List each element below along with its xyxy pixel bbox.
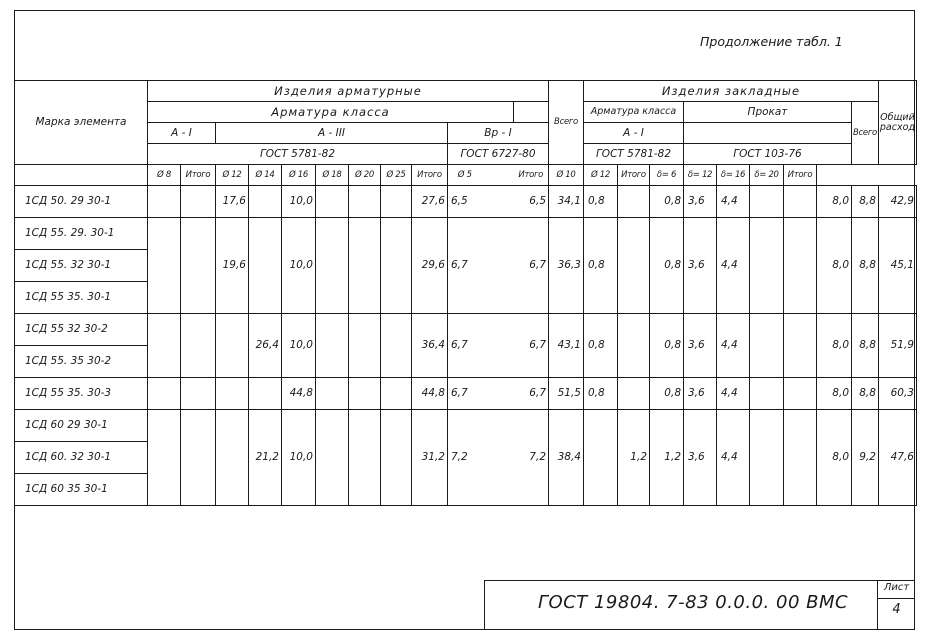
value-cell [784, 186, 817, 218]
value-cell [618, 378, 650, 410]
element-mark: 1СД 50. 29 30-1 [15, 186, 148, 218]
value-cell: 8,8 [852, 218, 879, 314]
value-cell [784, 410, 817, 506]
sheet-number: 4 [892, 602, 901, 617]
value-cell: 44,8 [282, 378, 316, 410]
blank-cell [514, 102, 549, 123]
value-cell [784, 218, 817, 314]
value-cell: 3,6 [684, 314, 717, 378]
gost5781-header: ГОСТ 5781-82 [148, 144, 448, 165]
value-cell: 8,8 [852, 314, 879, 378]
value-cell: 8,0 [817, 218, 852, 314]
value-cell [249, 378, 282, 410]
emb-gost5781-header: ГОСТ 5781-82 [584, 144, 684, 165]
element-mark: 1СД 55 32 30-2 [15, 314, 148, 346]
blank-cell [684, 123, 852, 144]
value-cell: 6,7 [514, 218, 549, 314]
value-cell [482, 410, 514, 506]
value-cell: 8,8 [852, 186, 879, 218]
value-cell: 36,4 [412, 314, 448, 378]
value-cell: 3,6 [684, 218, 717, 314]
value-cell: 0,8 [650, 314, 684, 378]
element-mark: 1СД 55. 29. 30-1 [15, 218, 148, 250]
value-cell: 6,7 [514, 378, 549, 410]
embedded-header: Изделия закладные [584, 81, 879, 102]
value-cell: 6,7 [448, 218, 482, 314]
a1-header: А - I [148, 123, 216, 144]
value-cell: 8,0 [817, 410, 852, 506]
value-cell: 4,4 [717, 314, 750, 378]
value-cell: 10,0 [282, 410, 316, 506]
sub-header-cell: Ø 16 [282, 165, 316, 186]
value-cell [750, 218, 784, 314]
value-cell: 51,5 [549, 378, 584, 410]
value-cell: 6,5 [448, 186, 482, 218]
value-cell [181, 314, 216, 378]
value-cell [618, 186, 650, 218]
value-cell [181, 410, 216, 506]
value-cell [750, 314, 784, 378]
value-cell: 21,2 [249, 410, 282, 506]
value-cell: 36,3 [549, 218, 584, 314]
value-cell [349, 186, 381, 218]
value-cell: 27,6 [412, 186, 448, 218]
value-cell: 0,8 [650, 218, 684, 314]
value-cell: 8,8 [852, 378, 879, 410]
value-cell: 4,4 [717, 186, 750, 218]
value-cell [181, 186, 216, 218]
element-mark: 1СД 60 29 30-1 [15, 410, 148, 442]
value-cell: 3,6 [684, 378, 717, 410]
value-cell [316, 314, 349, 378]
value-cell: 43,1 [549, 314, 584, 378]
element-mark: 1СД 55. 35 30-2 [15, 346, 148, 378]
sub-header-cell: Ø 18 [316, 165, 349, 186]
value-cell [618, 314, 650, 378]
value-cell [750, 186, 784, 218]
value-cell: 6,7 [448, 314, 482, 378]
value-cell: 51,9 [878, 314, 916, 378]
value-cell [750, 378, 784, 410]
total-header: Всего [549, 81, 584, 165]
gost103-header: ГОСТ 103-76 [684, 144, 852, 165]
value-cell [381, 218, 412, 314]
value-cell [618, 218, 650, 314]
sub-header-cell: Ø 10 [549, 165, 584, 186]
value-cell [750, 410, 784, 506]
value-cell: 8,0 [817, 314, 852, 378]
value-cell [148, 378, 181, 410]
value-cell: 4,4 [717, 378, 750, 410]
value-cell: 42,9 [878, 186, 916, 218]
value-cell [148, 186, 181, 218]
table-row [15, 314, 917, 346]
value-cell [316, 186, 349, 218]
value-cell: 4,4 [717, 410, 750, 506]
sub-header-cell: Итого [514, 165, 549, 186]
element-mark: 1СД 60. 32 30-1 [15, 442, 148, 474]
value-cell [148, 218, 181, 314]
value-cell [316, 218, 349, 314]
value-cell [381, 314, 412, 378]
value-cell: 19,6 [216, 218, 249, 314]
value-cell [784, 378, 817, 410]
sheet-box [877, 580, 915, 630]
value-cell [349, 314, 381, 378]
element-mark: 1СД 60 35 30-1 [15, 474, 148, 506]
overall-header: Общий расход [878, 81, 916, 165]
value-cell: 9,2 [852, 410, 879, 506]
value-cell [249, 186, 282, 218]
value-cell: 7,2 [448, 410, 482, 506]
emb-reinf-class-header: Арматура класса [584, 102, 684, 123]
value-cell [482, 218, 514, 314]
value-cell: 0,8 [584, 314, 618, 378]
value-cell [249, 218, 282, 314]
sub-header-cell: Ø 5 [448, 165, 482, 186]
value-cell [181, 378, 216, 410]
value-cell: 0,8 [584, 186, 618, 218]
table-row [15, 186, 917, 218]
value-cell [381, 378, 412, 410]
value-cell: 1,2 [650, 410, 684, 506]
sub-header-cell [482, 165, 514, 186]
sub-header-cell: Итого [618, 165, 650, 186]
value-cell: 38,4 [549, 410, 584, 506]
value-cell [349, 218, 381, 314]
mark-header: Марка элемента [15, 81, 148, 165]
sub-header-cell: Ø 12 [216, 165, 249, 186]
a3-header: А - III [216, 123, 448, 144]
value-cell: 3,6 [684, 410, 717, 506]
element-mark: 1СД 55. 32 30-1 [15, 250, 148, 282]
table-row [15, 378, 917, 410]
gost6727-header: ГОСТ 6727-80 [448, 144, 549, 165]
sub-header-cell: δ= 16 [717, 165, 750, 186]
value-cell: 0,8 [650, 378, 684, 410]
element-mark: 1СД 55 35. 30-3 [15, 378, 148, 410]
value-cell: 45,1 [878, 218, 916, 314]
value-cell [148, 314, 181, 378]
value-cell: 8,0 [817, 186, 852, 218]
value-cell: 10,0 [282, 218, 316, 314]
sub-header-cell: Итого [412, 165, 448, 186]
sub-header-cell: Ø 20 [349, 165, 381, 186]
sub-header-cell: Итого [784, 165, 817, 186]
emb-total-header: Всего [852, 102, 879, 165]
value-cell: 47,6 [878, 410, 916, 506]
sheet-label: Лист [878, 580, 915, 599]
sub-header-cell: Ø 14 [249, 165, 282, 186]
value-cell: 6,5 [514, 186, 549, 218]
value-cell [181, 218, 216, 314]
value-cell: 3,6 [684, 186, 717, 218]
value-cell: 6,7 [514, 314, 549, 378]
value-cell: 10,0 [282, 186, 316, 218]
value-cell [349, 410, 381, 506]
document-code: ГОСТ 19804. 7-83 0.0.0. 00 ВМС [538, 592, 849, 613]
value-cell: 0,8 [584, 218, 618, 314]
value-cell [482, 378, 514, 410]
value-cell [349, 378, 381, 410]
reinf-products-header: Изделия арматурные [148, 81, 549, 102]
sub-header-cell: δ= 6 [650, 165, 684, 186]
value-cell: 0,8 [650, 186, 684, 218]
sub-header-cell: Ø 12 [584, 165, 618, 186]
value-cell: 1,2 [618, 410, 650, 506]
value-cell [148, 410, 181, 506]
value-cell: 0,8 [584, 378, 618, 410]
table-row [15, 410, 917, 442]
materials-table [14, 80, 917, 506]
value-cell [784, 314, 817, 378]
value-cell: 17,6 [216, 186, 249, 218]
value-cell [381, 410, 412, 506]
sub-header-cell: Ø 8 [148, 165, 181, 186]
value-cell: 34,1 [549, 186, 584, 218]
value-cell [216, 410, 249, 506]
value-cell: 44,8 [412, 378, 448, 410]
reinf-class-header: Арматура класса [148, 102, 514, 123]
value-cell [316, 410, 349, 506]
value-cell: 6,7 [448, 378, 482, 410]
continuation-note: Продолжение табл. 1 [700, 34, 843, 49]
value-cell: 26,4 [249, 314, 282, 378]
value-cell: 4,4 [717, 218, 750, 314]
sub-header-cell: δ= 12 [684, 165, 717, 186]
value-cell [482, 186, 514, 218]
value-cell: 10,0 [282, 314, 316, 378]
table-row [15, 218, 917, 250]
value-cell [216, 314, 249, 378]
value-cell [482, 314, 514, 378]
value-cell: 60,3 [878, 378, 916, 410]
emb-a1-header: А - I [584, 123, 684, 144]
sub-header-cell: Ø 25 [381, 165, 412, 186]
value-cell: 31,2 [412, 410, 448, 506]
value-cell [316, 378, 349, 410]
value-cell: 29,6 [412, 218, 448, 314]
sub-header-cell: δ= 20 [750, 165, 784, 186]
value-cell [216, 378, 249, 410]
value-cell: 7,2 [514, 410, 549, 506]
sub-header-cell: Итого [181, 165, 216, 186]
value-cell [584, 410, 618, 506]
blank-cell [15, 165, 148, 186]
vr1-header: Вр - I [448, 123, 549, 144]
rolled-header: Прокат [684, 102, 852, 123]
element-mark: 1СД 55 35. 30-1 [15, 282, 148, 314]
value-cell: 8,0 [817, 378, 852, 410]
value-cell [381, 186, 412, 218]
